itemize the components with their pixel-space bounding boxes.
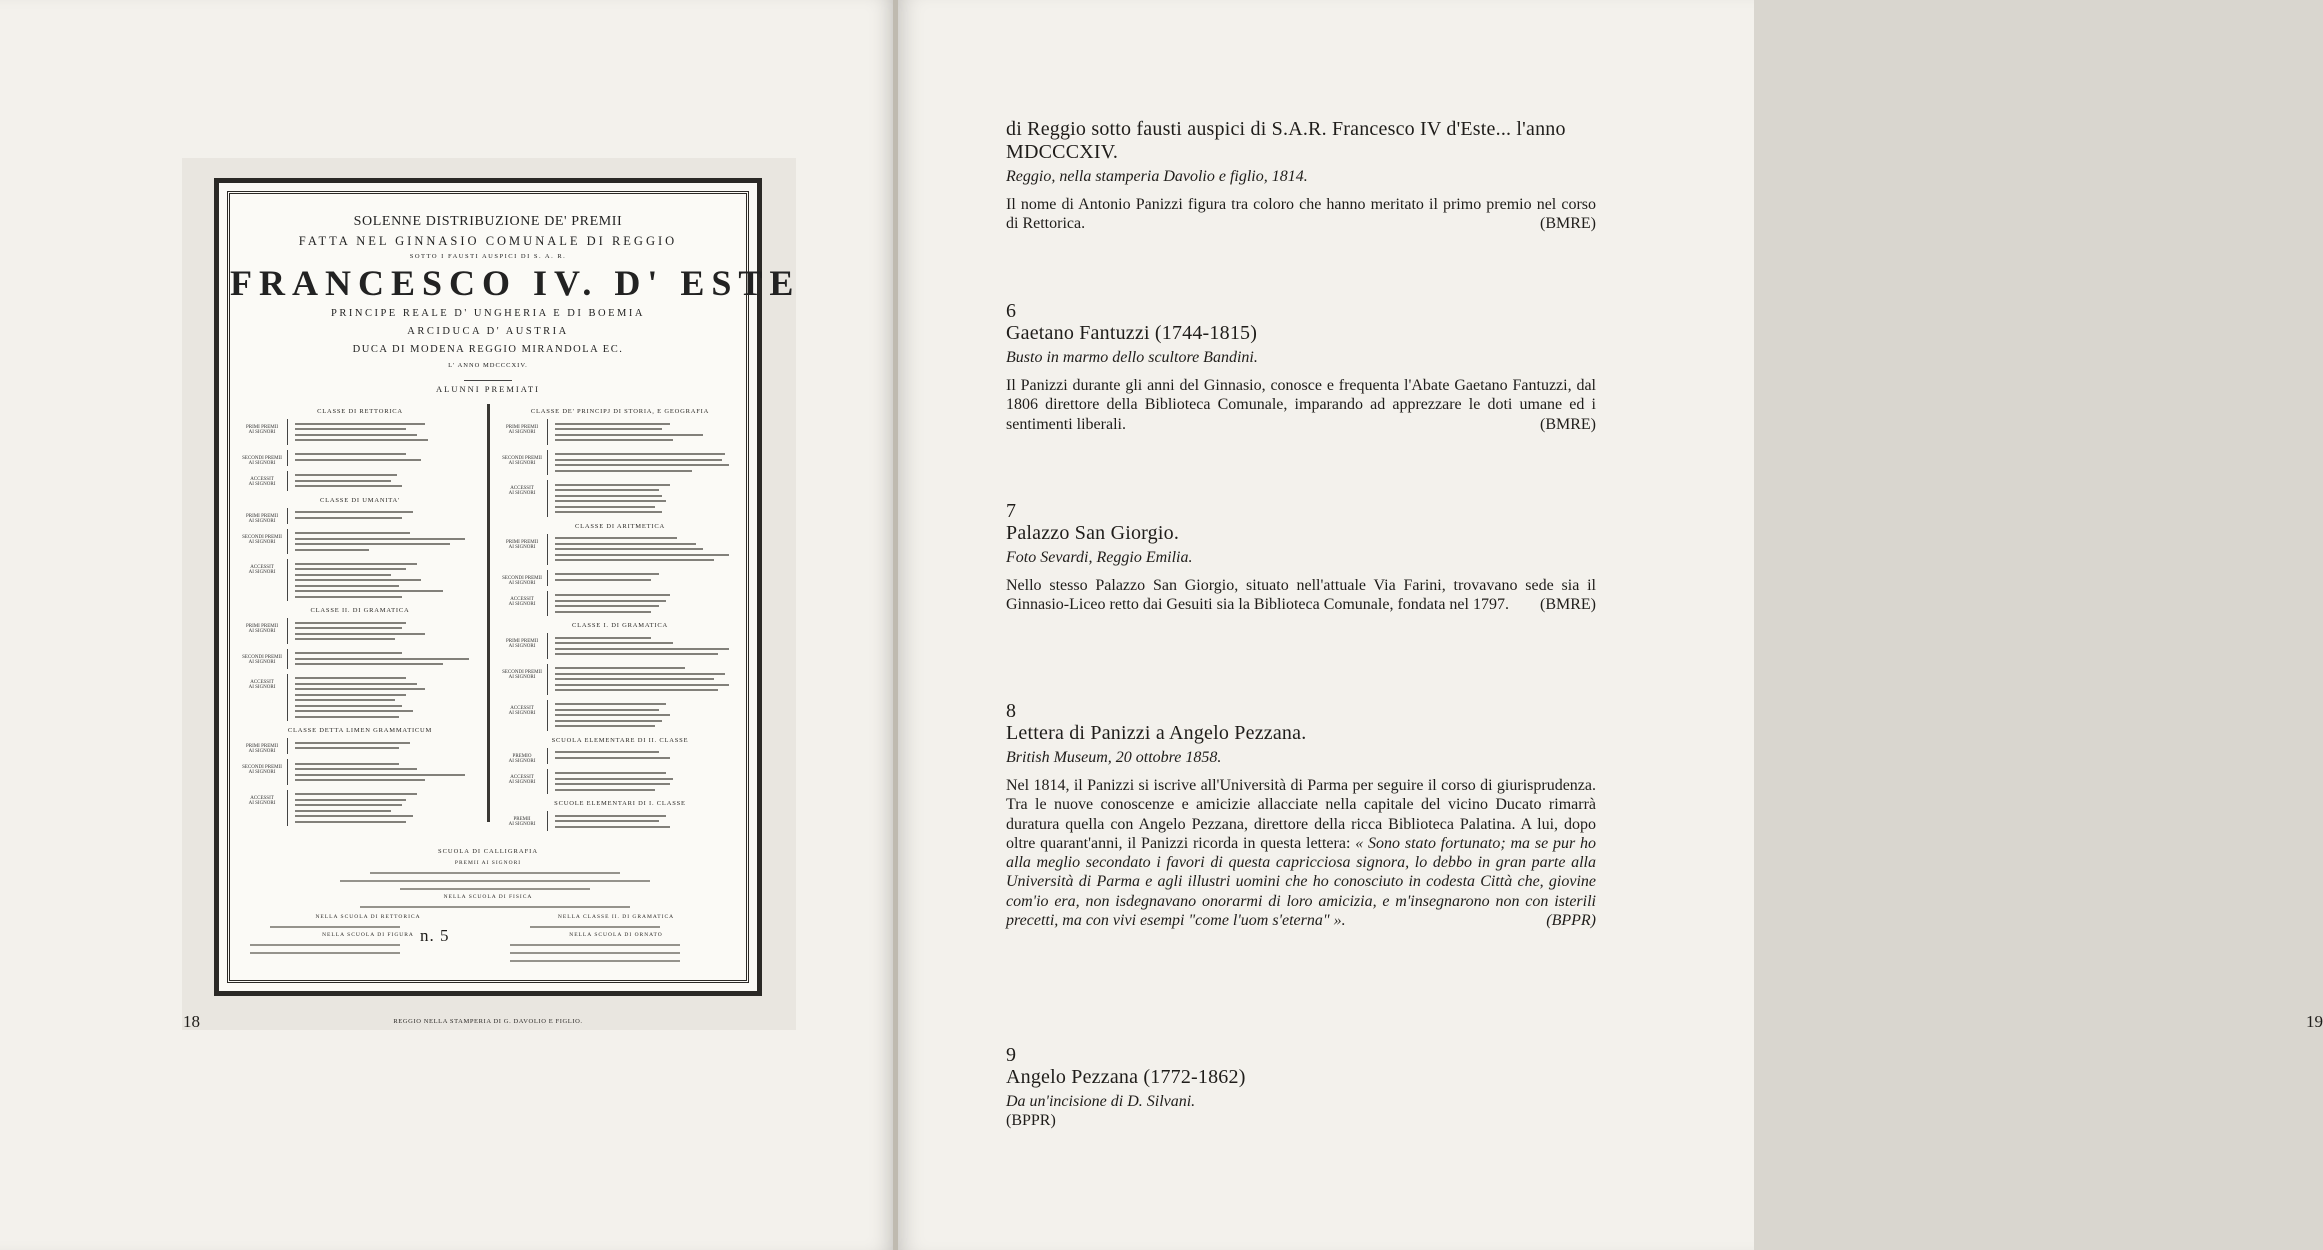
poster-title-2: FATTA NEL GINNASIO COMUNALE DI REGGIO bbox=[298, 234, 678, 248]
poster-section: CLASSE DETTA LIMEN GRAMMATICUM bbox=[287, 727, 433, 734]
entry-8-quote: « Sono stato fortunato; ma se pur ho alla meglio secondato i favori di questa capricciosa signora, lo debbo in gran parte alla Università di Parma e agli illustri uomini che ho conosciuto in codesta Città che, giovine com'io era, non isdegnavano onorarmi di loro amicizia, e m'insegnarono non con isterili precetti, ma con vivi esempi "come l'uom s'eterna" ». bbox=[1006, 834, 1597, 930]
poster-group bbox=[500, 534, 740, 565]
poster-image bbox=[214, 178, 801, 996]
name-lines bbox=[295, 419, 480, 445]
entry-7-subtitle: Foto Sevardi, Reggio Emilia. bbox=[1006, 549, 1193, 566]
entry-continued-text: Il nome di Antonio Panizzi figura tra coloro che hanno meritato il primo premio nel corso di Rettorica. bbox=[1006, 196, 1596, 233]
name-lines bbox=[295, 559, 480, 601]
brace bbox=[287, 450, 292, 466]
group-label: SECONDI PREMII AI SIGNORI bbox=[242, 654, 282, 665]
name-lines bbox=[555, 700, 740, 731]
poster-group bbox=[240, 618, 480, 644]
poster-footer-title: SCUOLA DI CALLIGRAFIA bbox=[437, 848, 539, 855]
brace bbox=[287, 674, 292, 722]
entry-9-src: (BPPR) bbox=[1006, 1112, 1056, 1129]
poster-group bbox=[240, 450, 480, 466]
name-lines bbox=[555, 450, 740, 476]
poster-title-6: ARCIDUCA D' AUSTRIA bbox=[407, 326, 569, 337]
group-label: PRIMI PREMII AI SIGNORI bbox=[245, 624, 279, 634]
entry-7-text: Nello stesso Palazzo San Giorgio, situato nell'attuale Via Farini, trovavano sede sia il Ginnasio-Liceo retto dai Gesuiti sia la Biblioteca Comunale, fondata nel 1797. bbox=[1006, 577, 1596, 614]
brace bbox=[547, 534, 552, 565]
figure-caption: n. 5 bbox=[420, 926, 450, 945]
entry-9-subtitle: Da un'incisione di D. Silvani. bbox=[1006, 1093, 1196, 1110]
poster-section: CLASSE DI RETTORICA bbox=[317, 408, 403, 415]
group-label: SECONDI PREMII AI SIGNORI bbox=[502, 669, 542, 680]
group-label: PRIMI PREMII AI SIGNORI bbox=[245, 425, 279, 435]
entry-6-text: Il Panizzi durante gli anni del Ginnasio, conosce e frequenta l'Abate Gaetano Fantuzzi, dal 1806 direttore della Biblioteca Comunale, imparando ad apprezzare le doti umane ed i sentimenti liberali. bbox=[1006, 377, 1596, 433]
name-lines bbox=[555, 633, 740, 659]
name-lines bbox=[555, 769, 740, 795]
entry-6-number: 6 bbox=[1006, 300, 1016, 322]
poster-group bbox=[500, 769, 740, 795]
entry-8-subtitle: British Museum, 20 ottobre 1858. bbox=[1006, 749, 1222, 766]
poster-section: CLASSE II. DI GRAMATICA bbox=[310, 607, 410, 614]
entry-9-title: Angelo Pezzana (1772-1862) bbox=[1006, 1066, 1246, 1088]
poster-footer-sub: PREMII AI SIGNORI bbox=[454, 860, 522, 866]
poster-title-1: SOLENNE DISTRIBUZIONE DE' PREMII bbox=[353, 214, 623, 229]
brace bbox=[547, 700, 552, 731]
poster-group bbox=[240, 738, 480, 754]
entry-6-body bbox=[1006, 376, 1596, 434]
group-label: ACCESSIT AI SIGNORI bbox=[248, 795, 276, 806]
entry-continued-body bbox=[1006, 195, 1596, 234]
poster-imprint: REGGIO NELLA STAMPERIA DI G. DAVOLIO E FIGLIO. bbox=[393, 1018, 583, 1025]
entry-8-title: Lettera di Panizzi a Angelo Pezzana. bbox=[1006, 722, 1307, 744]
name-lines bbox=[295, 508, 480, 523]
brace bbox=[287, 508, 292, 524]
poster-group bbox=[240, 674, 480, 722]
brace bbox=[547, 769, 552, 795]
name-lines bbox=[295, 674, 480, 722]
poster-title-5: PRINCIPE REALE D' UNGHERIA E DI BOEMIA bbox=[331, 308, 645, 319]
poster-left-column bbox=[240, 402, 480, 842]
poster-group bbox=[500, 811, 740, 831]
poster-divider bbox=[487, 404, 490, 822]
group-label: PRIMI PREMII AI SIGNORI bbox=[505, 539, 539, 550]
group-label: PRIMI PREMII AI SIGNORI bbox=[245, 513, 279, 524]
poster-rule bbox=[464, 380, 512, 381]
poster-group bbox=[240, 419, 480, 445]
poster-heading: ALUNNI PREMIATI bbox=[436, 384, 540, 394]
poster-group bbox=[500, 633, 740, 659]
poster-section: SCUOLA ELEMENTARE DI II. CLASSE bbox=[551, 736, 689, 744]
poster-group bbox=[500, 748, 740, 764]
name-lines bbox=[295, 618, 480, 644]
entry-continued-title: di Reggio sotto fausti auspici di S.A.R. Francesco IV d'Este... l'anno MDCCCXIV. bbox=[1006, 118, 1566, 163]
brace bbox=[287, 738, 292, 754]
poster-group bbox=[240, 559, 480, 601]
group-label: SECONDI PREMII AI SIGNORI bbox=[242, 534, 282, 545]
poster-section: CLASSE DI ARITMETICA bbox=[574, 522, 666, 530]
entry-continued-src: (BMRE) bbox=[1540, 215, 1596, 233]
brace bbox=[547, 450, 552, 476]
brace bbox=[287, 618, 292, 644]
group-label: ACCESSIT AI SIGNORI bbox=[248, 679, 276, 690]
group-label: PRIMI PREMII AI SIGNORI bbox=[505, 639, 539, 649]
brace bbox=[547, 748, 552, 764]
entry-8-text: Nel 1814, il Panizzi si iscrive all'Università di Parma per seguire il corso di giurisprudenza. Tra le nuove conoscenze e amicizie allacciate nella capitale del vicino Ducato rimarrà duratura quella con Angelo Pezzana, direttore della ricca Biblioteca Palatina. A lui, dopo oltre quarant'anni, il Panizzi ricorda in questa lettera: bbox=[1006, 777, 1596, 852]
name-lines bbox=[295, 450, 480, 465]
entry-continued bbox=[1006, 118, 1596, 234]
entry-7-body bbox=[1006, 576, 1596, 615]
entry-6-title: Gaetano Fantuzzi (1744-1815) bbox=[1006, 322, 1258, 344]
poster-group bbox=[240, 508, 480, 524]
page-number-right: 19 bbox=[2306, 1012, 2323, 1031]
poster-footer-left2: NELLA SCUOLA DI FIGURA bbox=[322, 932, 414, 938]
group-label: ACCESSIT AI SIGNORI bbox=[508, 596, 536, 607]
entry-6 bbox=[1006, 300, 1596, 434]
poster-group bbox=[500, 700, 740, 731]
brace bbox=[287, 649, 292, 669]
poster-right-column bbox=[500, 402, 740, 842]
poster-group bbox=[500, 664, 740, 695]
poster-footer-right: NELLA CLASSE II. DI GRAMATICA bbox=[557, 914, 675, 920]
poster-border bbox=[227, 191, 801, 983]
brace bbox=[547, 480, 552, 517]
entry-7 bbox=[1006, 500, 1596, 615]
group-label: PRIMI PREMII AI SIGNORI bbox=[505, 425, 539, 435]
name-lines bbox=[555, 664, 740, 695]
name-lines bbox=[295, 529, 480, 555]
poster-group bbox=[240, 790, 480, 827]
name-lines bbox=[555, 748, 740, 763]
entry-continued-source: Reggio, nella stamperia Davolio e figlio, 1814. bbox=[1006, 168, 1308, 185]
group-label: ACCESSIT AI SIGNORI bbox=[508, 774, 536, 785]
entry-7-src: (BMRE) bbox=[1540, 596, 1596, 614]
name-lines bbox=[295, 738, 480, 753]
brace bbox=[287, 759, 292, 785]
entry-9 bbox=[1006, 1044, 1596, 1130]
entry-9-number: 9 bbox=[1006, 1044, 1016, 1066]
name-lines bbox=[295, 790, 480, 827]
name-lines bbox=[295, 471, 480, 491]
group-label: PREMII AI SIGNORI bbox=[508, 817, 536, 827]
entry-8-number: 8 bbox=[1006, 700, 1016, 722]
poster-section: CLASSE DE' PRINCIPJ DI STORIA, E GEOGRAFIA bbox=[530, 408, 710, 415]
group-label: ACCESSIT AI SIGNORI bbox=[508, 486, 536, 496]
poster-title-7: DUCA DI MODENA REGGIO MIRANDOLA EC. bbox=[352, 344, 624, 355]
brace bbox=[547, 570, 552, 586]
poster-section: SCUOLE ELEMENTARI DI I. CLASSE bbox=[554, 800, 686, 807]
entry-6-subtitle: Busto in marmo dello scultore Bandini. bbox=[1006, 349, 1258, 366]
group-label: SECONDI PREMII AI SIGNORI bbox=[242, 455, 282, 466]
brace bbox=[547, 664, 552, 695]
entry-6-src: (BMRE) bbox=[1540, 415, 1596, 433]
poster-section: CLASSE DI UMANITA' bbox=[319, 496, 401, 504]
brace bbox=[287, 419, 292, 445]
brace bbox=[287, 529, 292, 555]
group-label: PREMIO AI SIGNORI bbox=[508, 753, 536, 764]
poster-group bbox=[240, 759, 480, 785]
name-lines bbox=[555, 480, 740, 517]
brace bbox=[547, 811, 552, 831]
poster-group bbox=[500, 419, 740, 445]
group-label: SECONDI PREMII AI SIGNORI bbox=[502, 455, 542, 466]
group-label: SECONDI PREMII AI SIGNORI bbox=[502, 575, 542, 586]
poster-group bbox=[240, 529, 480, 555]
group-label: ACCESSIT AI SIGNORI bbox=[508, 705, 536, 716]
name-lines bbox=[555, 811, 740, 831]
brace bbox=[287, 559, 292, 601]
poster-group bbox=[500, 480, 740, 517]
entry-8-body bbox=[1006, 776, 1596, 930]
name-lines bbox=[295, 759, 480, 785]
entry-8 bbox=[1006, 700, 1596, 930]
left-page bbox=[0, 0, 896, 1250]
brace bbox=[547, 591, 552, 617]
entry-7-title: Palazzo San Giorgio. bbox=[1006, 522, 1180, 544]
poster-footer-right2: NELLA SCUOLA DI ORNATO bbox=[569, 932, 663, 938]
name-lines bbox=[555, 570, 740, 585]
poster-group bbox=[500, 570, 740, 586]
poster-group bbox=[240, 649, 480, 669]
group-label: PRIMI PREMII AI SIGNORI bbox=[245, 744, 279, 754]
brace bbox=[547, 419, 552, 445]
entry-7-number: 7 bbox=[1006, 500, 1016, 522]
poster-name: FRANCESCO IV. D' ESTE bbox=[230, 263, 801, 303]
poster-group bbox=[500, 450, 740, 476]
poster-group bbox=[500, 591, 740, 617]
entry-8-src: (BPPR) bbox=[1546, 912, 1596, 930]
poster-footer-left: NELLA SCUOLA DI RETTORICA bbox=[315, 914, 421, 920]
name-lines bbox=[295, 649, 480, 669]
poster-footer-mid: NELLA SCUOLA DI FISICA bbox=[443, 894, 533, 900]
brace bbox=[287, 790, 292, 827]
poster-title-3: SOTTO I FAUSTI AUSPICI DI S. A. R. bbox=[409, 253, 567, 260]
brace bbox=[547, 633, 552, 659]
poster-section: CLASSE I. DI GRAMATICA bbox=[572, 622, 668, 629]
group-label: ACCESSIT AI SIGNORI bbox=[248, 565, 276, 575]
group-label: SECONDI PREMII AI SIGNORI bbox=[242, 765, 282, 775]
name-lines bbox=[555, 591, 740, 617]
brace bbox=[287, 471, 292, 491]
page-number-left: 18 bbox=[183, 1012, 200, 1031]
name-lines bbox=[555, 534, 740, 565]
poster-year: L' ANNO MDCCCXIV. bbox=[448, 362, 528, 369]
name-lines bbox=[555, 419, 740, 445]
group-label: ACCESSIT AI SIGNORI bbox=[248, 476, 276, 487]
poster-group bbox=[240, 471, 480, 491]
